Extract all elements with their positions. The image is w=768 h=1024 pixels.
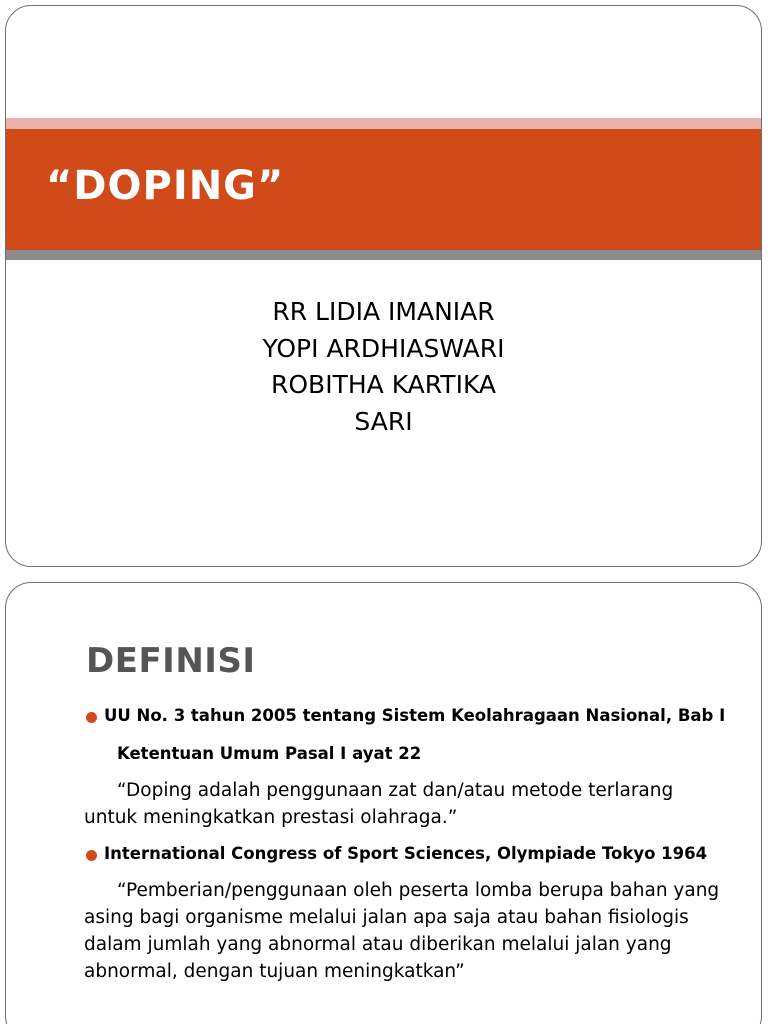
slide-title: “DOPING”: [46, 163, 285, 209]
bullet-dot-icon: [86, 712, 97, 723]
author-list: [6, 294, 761, 440]
author-line: RR LIDIA IMANIAR: [272, 297, 495, 326]
slide-heading: DEFINISI: [86, 641, 256, 681]
bullet-item: [84, 841, 731, 867]
title-band-top-stripe: [6, 118, 761, 129]
title-slide: [5, 5, 762, 567]
bullet-dot-icon: [86, 850, 97, 861]
bullet-text: International Congress of Sport Sciences, Olympiade Tokyo 1964: [104, 844, 708, 863]
definition-quote: “Pemberian/penggunaan oleh peserta lomba berupa bahan yang asing bagi organisme melalui jalan apa saja atau bahan fisiologis dalam jumlah yang abnormal atau diberikan melalui jalan yang abnormal, dengan tujuan meningkatkan”: [84, 880, 720, 982]
bullet-text: UU No. 3 tahun 2005 tentang Sistem Keolahragaan Nasional, Bab I: [104, 706, 726, 725]
slide-content: [84, 703, 731, 995]
title-band-bottom-stripe: [6, 250, 761, 260]
definition-slide: [5, 582, 762, 1024]
author-line: SARI: [354, 406, 413, 436]
sub-heading: Ketentuan Umum Pasal I ayat 22: [117, 744, 422, 763]
bullet-item: [84, 703, 731, 729]
author-line: YOPI ARDHIASWARI: [262, 333, 505, 363]
definition-quote: “Doping adalah penggunaan zat dan/atau metode terlarang untuk meningkatkan prestasi olahraga.”: [84, 780, 674, 828]
author-line: ROBITHA KARTIKA: [271, 370, 496, 399]
